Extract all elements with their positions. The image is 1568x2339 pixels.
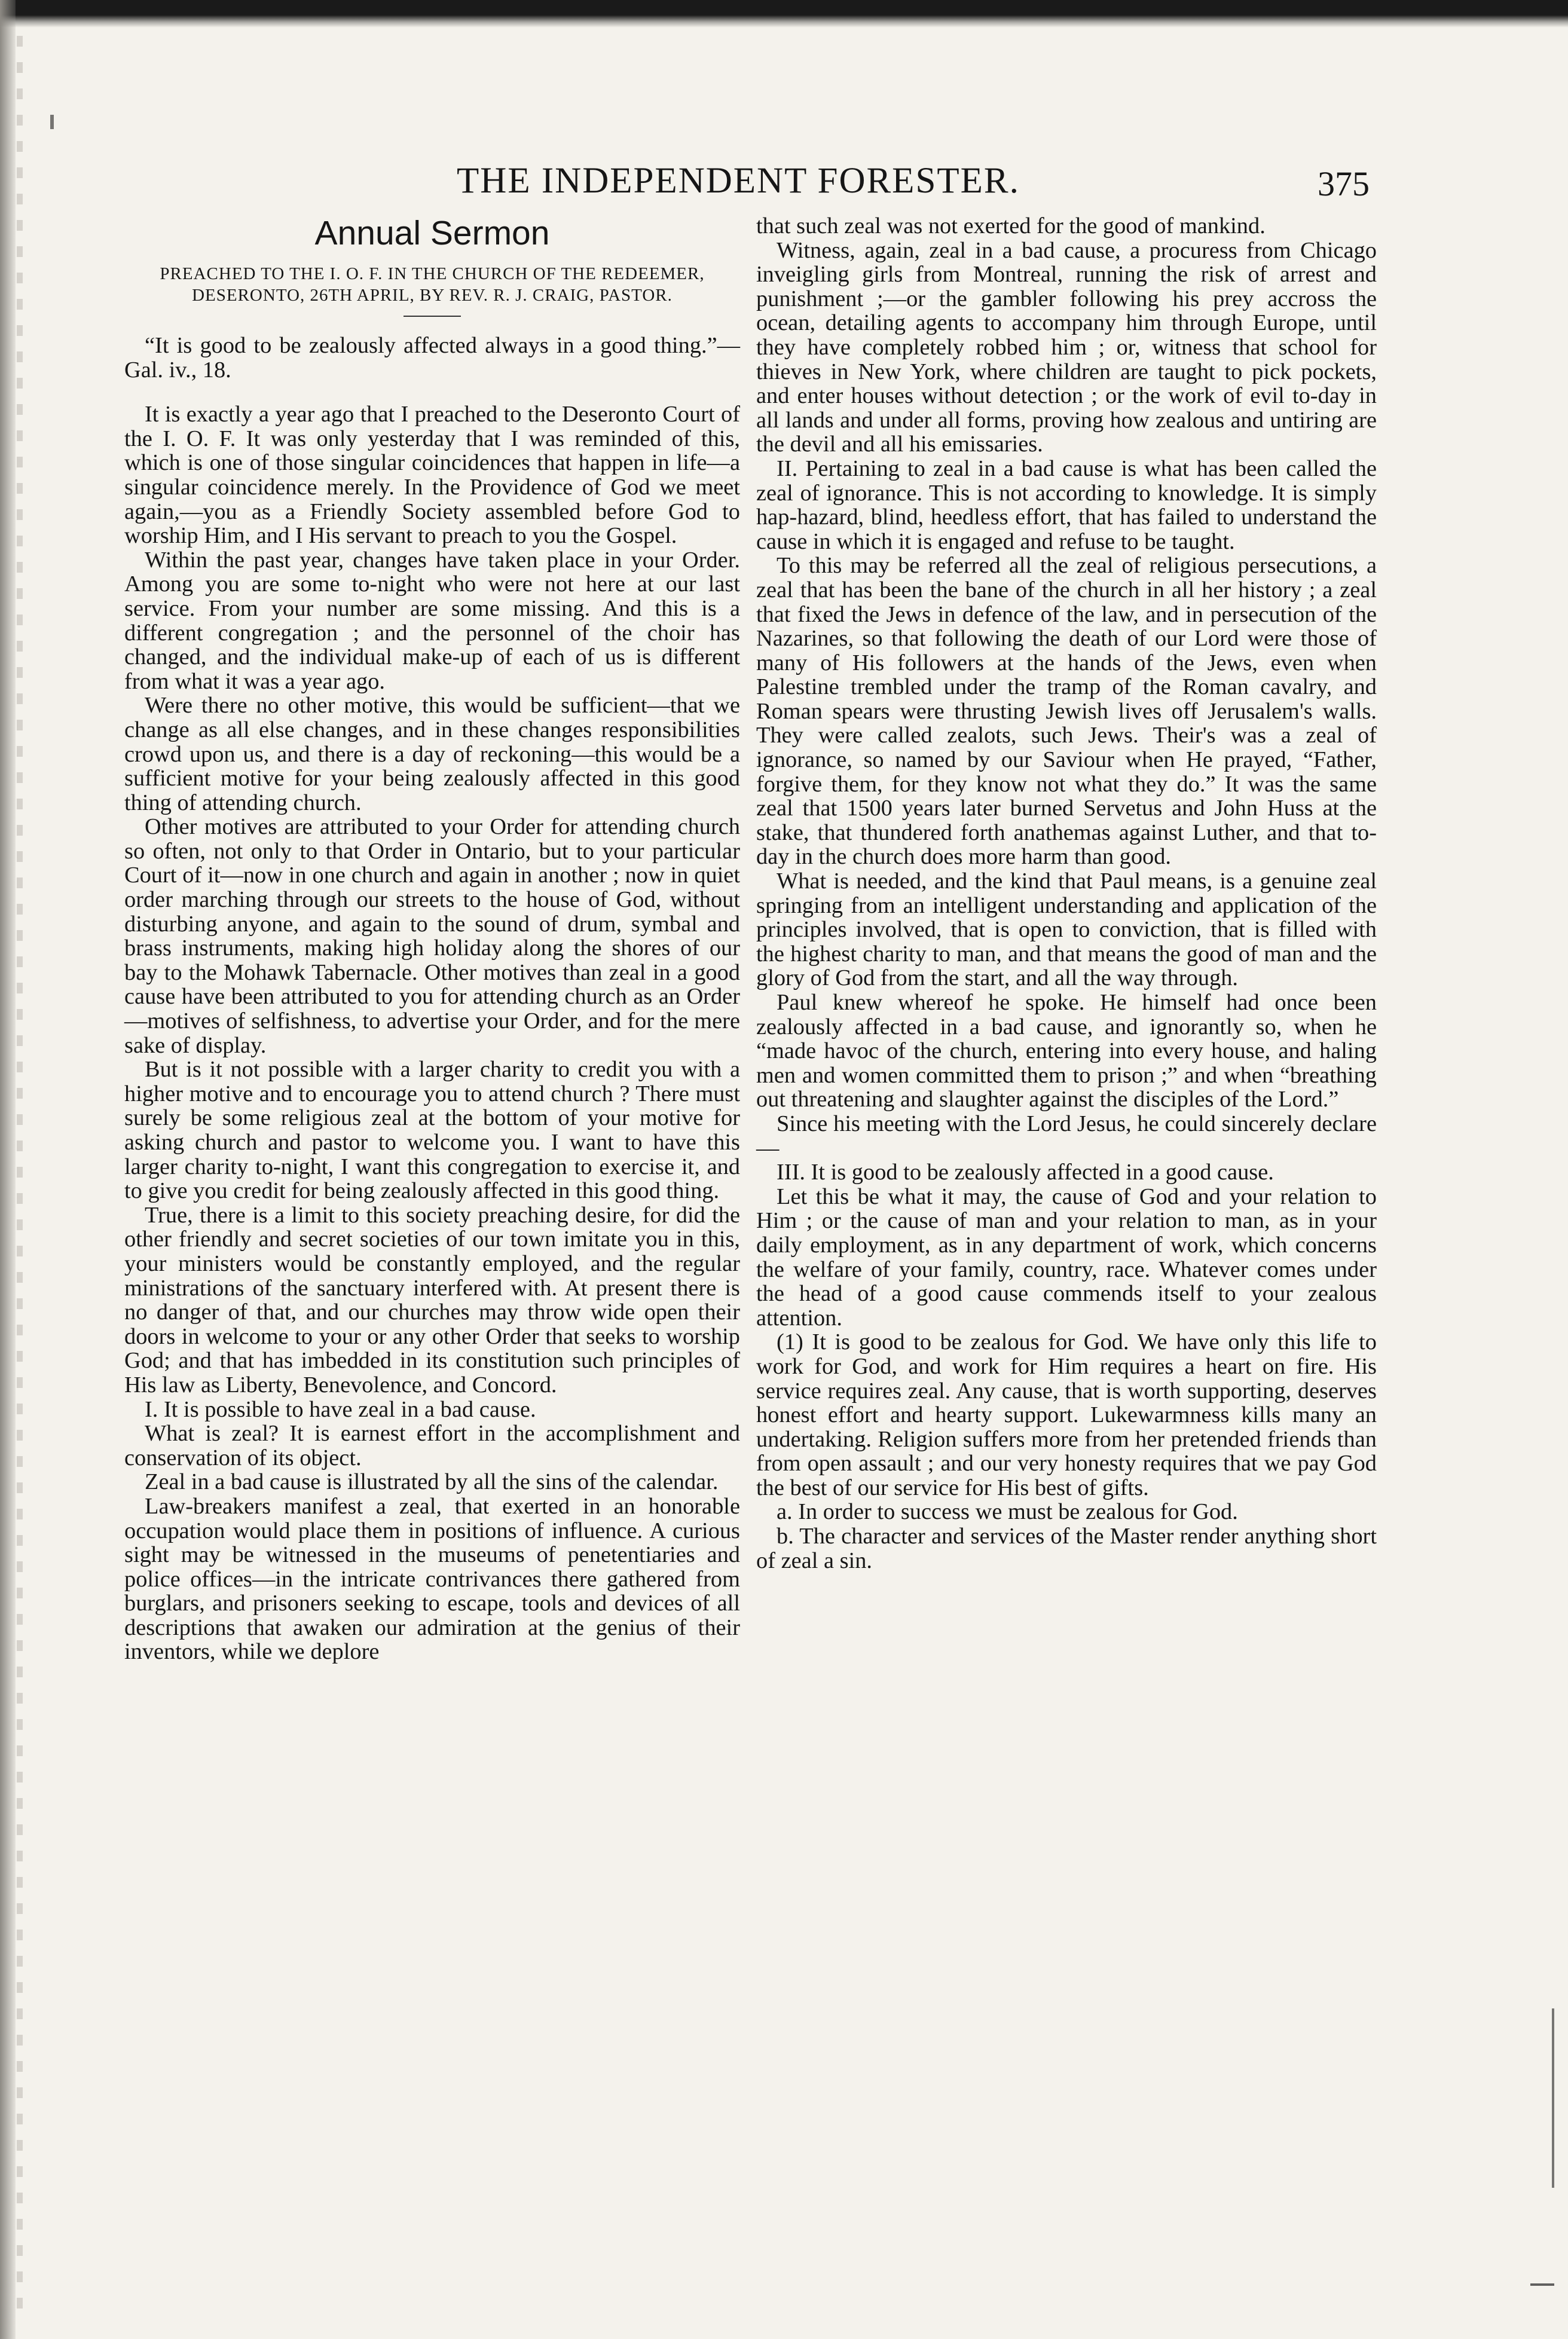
paragraph: Other motives are attributed to your Order for attending church so often, not only to that Order in Ontario, but to your particular Court of it—now in one church and again in another ; now in quiet order marching through our streets to the house of God, without disturbing anyone, and again to the sound of drum, symbal and brass instruments, making high holiday along the shores of our bay to the Mohawk Tabernacle. Other motives than zeal in a good cause have been attributed to you for attending church as an Order—motives of selfishness, to advertise your Order, and for the mere sake of display. — [124, 814, 740, 1058]
paragraph: Law-breakers manifest a zeal, that exerted in an honorable occupation would place them in positions of influence. A curious sight may be witnessed in the museums of penetentiaries and police offices—in the intricate contrivances there gathered from burglars, and prisoners seeking to escape, tools and devices of all descriptions that awaken our admiration at the genius of their inventors, while we deplore — [124, 1493, 740, 1665]
page-number: 375 — [1318, 164, 1370, 203]
epigraph: “It is good to be zealously affected always in a good thing.”—Gal. iv., 18. — [124, 333, 740, 383]
section-heading: II. Pertaining to zeal in a bad cause is what has been called the zeal of ignorance. This is not according to knowledge. It is simply hap-hazard, blind, heedless effort, that has failed to understand the cause in which it is engaged and refuse to be taught. — [756, 455, 1377, 554]
list-item: b. The character and services of the Master render anything short of zeal a sin. — [756, 1524, 1377, 1573]
scan-speck — [1552, 2008, 1554, 2188]
left-column — [124, 214, 740, 1664]
section-heading: III. It is good to be zealously affected in a good cause. — [777, 1160, 1274, 1185]
paragraph: True, there is a limit to this society preaching desire, for did the other friendly and secret societies of our town imitate you in this, your ministers would be constantly employed, and the regular ministrations of the sanctuary interfered with. At present there is no danger of that, and our churches may throw wide open their doors in welcome to your or any other Order that seeks to worship God; and that has imbedded in its constitution such principles of His law as Liberty, Benevolence, and Concord. — [124, 1202, 740, 1398]
paragraph: To this may be referred all the zeal of religious persecutions, a zeal that has been the bane of the church in all her history ; a zeal that fixed the Jews in defence of the law, and in persecution of the Nazarines, so that following the death of our Lord were those of many of His followers at the hands of the Jews, even when Palestine trembled under the tramp of the Roman cavalry, and Roman spears were thrusting Jewish lives off Jerusalem's walls. They were called zealots, such Jews. Their's was a zeal of ignorance, so named by our Saviour when He prayed, “Father, forgive them, for they know not what they do.” It was the same zeal that 1500 years later burned Servetus and John Huss at the stake, that thundered forth anathemas against Luther, and that to-day in the church does more harm than good. — [756, 553, 1377, 870]
scan-speck — [1530, 2283, 1554, 2286]
paragraph: Witness, again, zeal in a bad cause, a procuress from Chicago inveigling girls from Montreal, running the risk of arrest and punishment ;—or the gambler following his prey accross the ocean, detailing agents to accompany him through Europe, until they have completely robbed him ; or, witness that school for thieves in New York, where children are taught to pick pockets, and enter houses without detection ; or the work of evil to-day in all lands and under all forms, proving how zealous and untiring are the devil and all his emissaries. — [756, 237, 1377, 457]
paragraph: But is it not possible with a larger charity to credit you with a higher motive and to encourage you to attend church ? There must surely be some religious zeal at the bottom of your motive for asking church and pastor to welcome you. I want to have this larger charity to-night, I want this congregation to exercise it, and to give you credit for being zealously affected in this good thing. — [124, 1057, 740, 1204]
journal-title: THE INDEPENDENT FORESTER. — [457, 161, 1020, 201]
paragraph: Let this be what it may, the cause of God and your relation to Him ; or the cause of man and your relation to man, as in your daily employment, as in any department of work, which concerns the welfare of your family, country, race. Whatever comes under the head of a good cause commends itself to your zealous attention. — [756, 1184, 1377, 1331]
paragraph: Were there no other motive, this would be sufficient—that we change as all else changes, and in these changes responsibilities crowd upon us, and there is a day of reckoning—this would be a sufficient motive for your being zealously affected in this good thing of attending church. — [124, 693, 740, 815]
paragraph: Within the past year, changes have taken place in your Order. Among you are some to-night who were not here at our last service. From your number are some missing. And this is a different congregation ; and the personnel of the choir has changed, and the individual make-up of each of us is different from what it was a year ago. — [124, 547, 740, 694]
paragraph: Paul knew whereof he spoke. He himself had once been zealously affected in a bad cause, and ignorantly so, when he “made havoc of the church, entering into every house, and haling men and women committed them to prison ;” and when “breathing out threatening and slaughter against the disciples of the Lord.” — [756, 990, 1377, 1112]
paragraph: Since his meeting with the Lord Jesus, he could sincerely declare— — [756, 1111, 1377, 1161]
scan-speck — [50, 115, 54, 129]
sermon-title: Annual Sermon — [314, 214, 550, 252]
paragraph-continued: that such zeal was not exerted for the good of mankind. — [756, 213, 1266, 239]
scan-top-edge — [0, 0, 1568, 27]
section-heading: I. It is possible to have zeal in a bad cause. — [145, 1396, 536, 1422]
paragraph: (1) It is good to be zealous for God. We have only this life to work for God, and work for Him requires a heart on fire. His service requires zeal. Any cause, that is worth supporting, deserves honest effort and hearty support. Lukewarmness kills many an undertaking. Religion suffers more from her pretended friends than from open assault ; and our very honesty requires that we pay God the best of our service for His best of gifts. — [756, 1329, 1377, 1500]
list-item: a. In order to success we must be zealous for God. — [777, 1499, 1238, 1525]
sermon-subheading: PREACHED TO THE I. O. F. IN THE CHURCH OF THE REDEEMER, DESERONTO, 26TH APRIL, BY REV. R. J. CRAIG, PASTOR. — [160, 264, 705, 305]
paragraph: What is needed, and the kind that Paul means, is a genuine zeal springing from an intelligent understanding and application of the principles involved, that is open to conviction, that is filled with the highest charity to man, and that means the good of man and the glory of God from the start, and all the way through. — [756, 869, 1377, 991]
paragraph: What is zeal? It is earnest effort in the accomplishment and conservation of its object. — [124, 1421, 740, 1470]
right-column — [756, 214, 1377, 1573]
running-head — [0, 160, 1568, 208]
scan-binding-shadow — [17, 36, 23, 2319]
title-divider — [404, 316, 461, 317]
paragraph: Zeal in a bad cause is illustrated by all the sins of the calendar. — [145, 1469, 719, 1495]
scan-left-edge — [0, 0, 16, 2339]
paragraph: It is exactly a year ago that I preached to the Deseronto Court of the I. O. F. It was only yesterday that I was reminded of this, which is one of those singular coincidences that happen in life—a singular coincidence merely. In the Providence of God we meet again,—you as a Friendly Society assembled before God to worship Him, and I His servant to preach to you the Gospel. — [124, 402, 740, 549]
